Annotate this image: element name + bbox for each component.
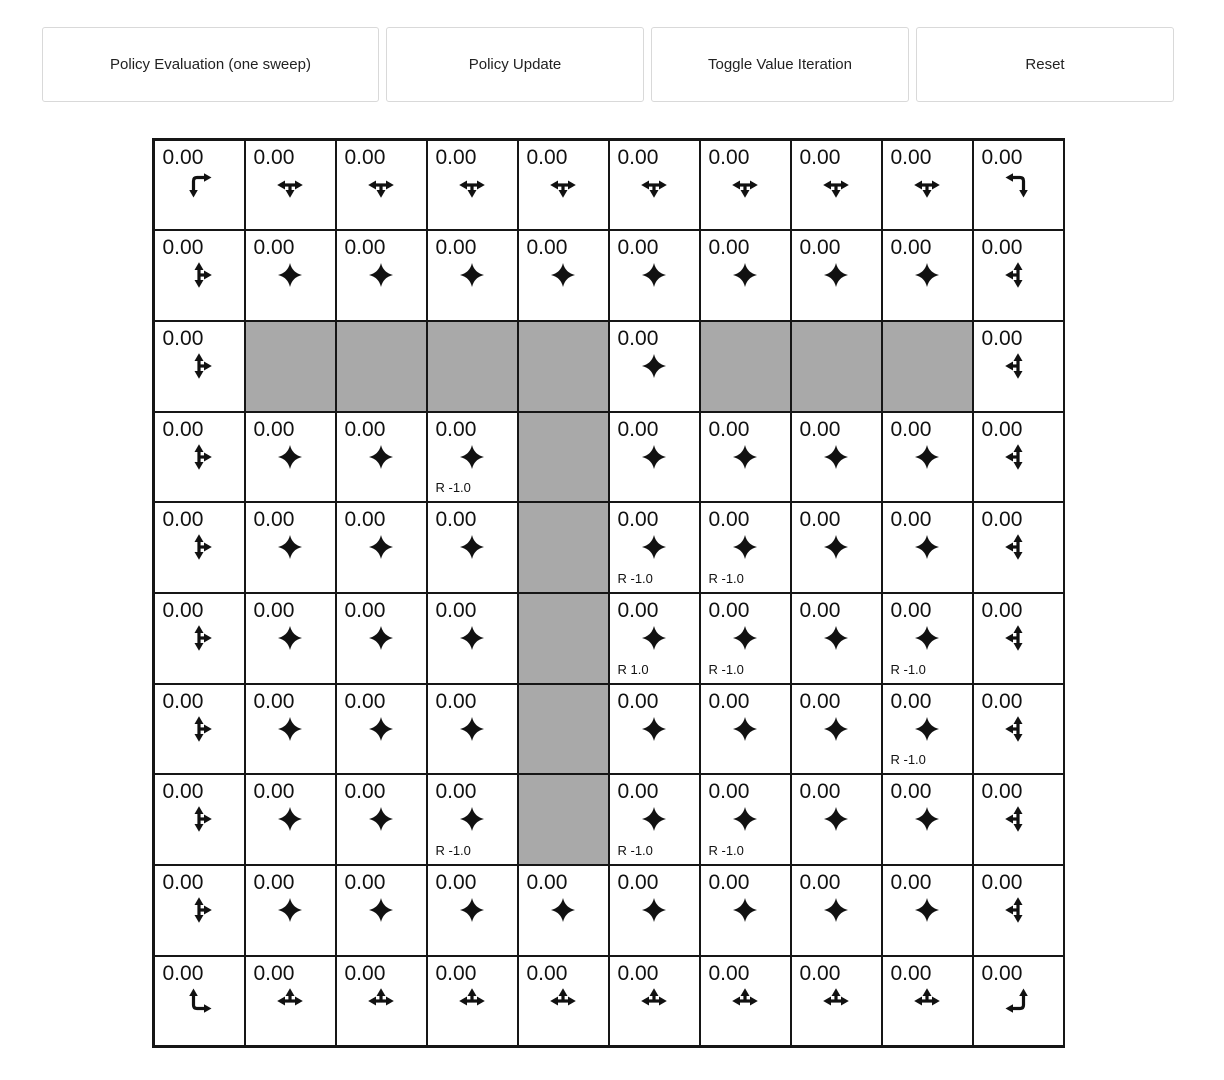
policy-arrows-icon bbox=[1003, 170, 1033, 200]
state-value: 0.00 bbox=[890, 961, 932, 985]
policy-arrows-icon bbox=[730, 532, 760, 562]
grid-cell bbox=[246, 413, 335, 502]
policy-arrows-icon bbox=[639, 442, 669, 472]
grid-cell bbox=[155, 413, 244, 502]
policy-arrows-icon bbox=[639, 895, 669, 925]
grid-cell bbox=[155, 957, 244, 1046]
state-value: 0.00 bbox=[435, 871, 477, 895]
policy-arrows-icon bbox=[184, 532, 214, 562]
grid-cell bbox=[246, 594, 335, 683]
grid-cell bbox=[701, 141, 790, 230]
gridworld-board bbox=[152, 138, 1065, 1048]
policy-arrows-icon bbox=[912, 532, 942, 562]
state-value: 0.00 bbox=[981, 780, 1023, 804]
grid-cell bbox=[428, 866, 517, 955]
policy-arrows-icon bbox=[639, 351, 669, 381]
state-value: 0.00 bbox=[708, 417, 750, 441]
state-value: 0.00 bbox=[981, 417, 1023, 441]
policy-arrows-icon bbox=[912, 442, 942, 472]
state-value: 0.00 bbox=[435, 417, 477, 441]
policy-arrows-icon bbox=[821, 714, 851, 744]
state-value: 0.00 bbox=[981, 326, 1023, 350]
policy-arrows-icon bbox=[184, 623, 214, 653]
policy-arrows-icon bbox=[366, 986, 396, 1016]
policy-arrows-icon bbox=[275, 623, 305, 653]
wall-cell bbox=[337, 322, 426, 411]
state-value: 0.00 bbox=[617, 326, 659, 350]
policy-arrows-icon bbox=[639, 260, 669, 290]
grid-cell bbox=[701, 866, 790, 955]
policy-arrows-icon bbox=[912, 170, 942, 200]
wall-cell bbox=[519, 413, 608, 502]
policy-arrows-icon bbox=[457, 442, 487, 472]
policy-arrows-icon bbox=[366, 623, 396, 653]
grid-cell bbox=[337, 775, 426, 864]
grid-cell bbox=[519, 957, 608, 1046]
reward-label: R -1.0 bbox=[435, 480, 471, 496]
wall-cell bbox=[883, 322, 972, 411]
grid-cell bbox=[974, 231, 1063, 320]
state-value: 0.00 bbox=[890, 145, 932, 169]
grid-cell bbox=[337, 594, 426, 683]
grid-cell bbox=[792, 413, 881, 502]
state-value: 0.00 bbox=[526, 236, 568, 260]
state-value: 0.00 bbox=[799, 871, 841, 895]
grid-cell bbox=[974, 594, 1063, 683]
policy-arrows-icon bbox=[639, 623, 669, 653]
state-value: 0.00 bbox=[617, 417, 659, 441]
grid-cell bbox=[337, 866, 426, 955]
wall-cell bbox=[428, 322, 517, 411]
policy-arrows-icon bbox=[548, 260, 578, 290]
policy-arrows-icon bbox=[184, 170, 214, 200]
state-value: 0.00 bbox=[799, 417, 841, 441]
grid-cell bbox=[428, 957, 517, 1046]
grid-cell bbox=[155, 775, 244, 864]
reward-label: R 1.0 bbox=[617, 661, 649, 677]
policy-arrows-icon bbox=[912, 623, 942, 653]
grid-cell bbox=[701, 594, 790, 683]
policy-arrows-icon bbox=[275, 895, 305, 925]
state-value: 0.00 bbox=[981, 871, 1023, 895]
state-value: 0.00 bbox=[890, 689, 932, 713]
grid-cell bbox=[792, 957, 881, 1046]
policy-arrows-icon bbox=[1003, 986, 1033, 1016]
grid-cell bbox=[337, 957, 426, 1046]
policy-arrows-icon bbox=[275, 804, 305, 834]
policy-arrows-icon bbox=[275, 532, 305, 562]
state-value: 0.00 bbox=[708, 145, 750, 169]
grid-cell bbox=[519, 141, 608, 230]
state-value: 0.00 bbox=[890, 598, 932, 622]
reward-label: R -1.0 bbox=[890, 752, 926, 768]
grid-cell bbox=[428, 141, 517, 230]
grid-cell bbox=[610, 957, 699, 1046]
state-value: 0.00 bbox=[890, 417, 932, 441]
state-value: 0.00 bbox=[344, 598, 386, 622]
policy-arrows-icon bbox=[912, 804, 942, 834]
policy-arrows-icon bbox=[639, 804, 669, 834]
policy-arrows-icon bbox=[275, 442, 305, 472]
reward-label: R -1.0 bbox=[890, 661, 926, 677]
policy-arrows-icon bbox=[821, 623, 851, 653]
policy-arrows-icon bbox=[1003, 351, 1033, 381]
state-value: 0.00 bbox=[526, 871, 568, 895]
state-value: 0.00 bbox=[253, 871, 295, 895]
grid-cell bbox=[246, 141, 335, 230]
grid-cell bbox=[610, 685, 699, 774]
grid-cell bbox=[610, 866, 699, 955]
grid-cell bbox=[883, 503, 972, 592]
state-value: 0.00 bbox=[162, 145, 204, 169]
grid-cell bbox=[974, 413, 1063, 502]
policy-arrows-icon bbox=[730, 170, 760, 200]
state-value: 0.00 bbox=[253, 236, 295, 260]
state-value: 0.00 bbox=[253, 145, 295, 169]
wall-cell bbox=[792, 322, 881, 411]
policy-arrows-icon bbox=[730, 804, 760, 834]
state-value: 0.00 bbox=[799, 598, 841, 622]
state-value: 0.00 bbox=[435, 689, 477, 713]
state-value: 0.00 bbox=[344, 508, 386, 532]
state-value: 0.00 bbox=[617, 236, 659, 260]
policy-arrows-icon bbox=[366, 804, 396, 834]
grid-cell bbox=[428, 594, 517, 683]
state-value: 0.00 bbox=[344, 871, 386, 895]
state-value: 0.00 bbox=[526, 145, 568, 169]
state-value: 0.00 bbox=[162, 508, 204, 532]
state-value: 0.00 bbox=[162, 689, 204, 713]
state-value: 0.00 bbox=[617, 961, 659, 985]
grid-cell bbox=[155, 231, 244, 320]
state-value: 0.00 bbox=[162, 417, 204, 441]
grid-cell bbox=[701, 413, 790, 502]
state-value: 0.00 bbox=[981, 145, 1023, 169]
state-value: 0.00 bbox=[253, 961, 295, 985]
state-value: 0.00 bbox=[617, 871, 659, 895]
state-value: 0.00 bbox=[617, 598, 659, 622]
state-value: 0.00 bbox=[617, 145, 659, 169]
policy-arrows-icon bbox=[730, 986, 760, 1016]
state-value: 0.00 bbox=[981, 598, 1023, 622]
state-value: 0.00 bbox=[799, 689, 841, 713]
policy-arrows-icon bbox=[1003, 804, 1033, 834]
policy-arrows-icon bbox=[1003, 442, 1033, 472]
state-value: 0.00 bbox=[981, 689, 1023, 713]
grid-cell bbox=[883, 413, 972, 502]
grid-cell bbox=[792, 503, 881, 592]
state-value: 0.00 bbox=[435, 598, 477, 622]
state-value: 0.00 bbox=[708, 598, 750, 622]
policy-arrows-icon bbox=[912, 714, 942, 744]
policy-arrows-icon bbox=[366, 714, 396, 744]
grid-cell bbox=[155, 322, 244, 411]
grid-cell bbox=[883, 866, 972, 955]
state-value: 0.00 bbox=[162, 598, 204, 622]
grid-cell bbox=[246, 775, 335, 864]
grid-cell bbox=[155, 141, 244, 230]
policy-arrows-icon bbox=[184, 895, 214, 925]
state-value: 0.00 bbox=[799, 236, 841, 260]
grid-cell bbox=[792, 594, 881, 683]
state-value: 0.00 bbox=[344, 780, 386, 804]
policy-arrows-icon bbox=[275, 170, 305, 200]
state-value: 0.00 bbox=[526, 961, 568, 985]
grid-cell bbox=[883, 685, 972, 774]
state-value: 0.00 bbox=[981, 508, 1023, 532]
state-value: 0.00 bbox=[344, 145, 386, 169]
policy-arrows-icon bbox=[275, 986, 305, 1016]
policy-arrows-icon bbox=[821, 804, 851, 834]
state-value: 0.00 bbox=[708, 508, 750, 532]
state-value: 0.00 bbox=[890, 508, 932, 532]
policy-arrows-icon bbox=[457, 804, 487, 834]
policy-arrows-icon bbox=[457, 260, 487, 290]
policy-arrows-icon bbox=[639, 714, 669, 744]
policy-arrows-icon bbox=[184, 714, 214, 744]
grid-cell bbox=[974, 322, 1063, 411]
state-value: 0.00 bbox=[708, 871, 750, 895]
policy-arrows-icon bbox=[639, 532, 669, 562]
grid-cell bbox=[792, 685, 881, 774]
state-value: 0.00 bbox=[890, 236, 932, 260]
policy-arrows-icon bbox=[821, 442, 851, 472]
state-value: 0.00 bbox=[162, 236, 204, 260]
state-value: 0.00 bbox=[708, 961, 750, 985]
grid-cell bbox=[337, 141, 426, 230]
grid-cell bbox=[792, 775, 881, 864]
grid-cell bbox=[519, 231, 608, 320]
policy-arrows-icon bbox=[730, 623, 760, 653]
grid-cell bbox=[246, 957, 335, 1046]
policy-arrows-icon bbox=[366, 532, 396, 562]
reward-label: R -1.0 bbox=[708, 843, 744, 859]
grid-cell bbox=[337, 231, 426, 320]
grid-cell bbox=[701, 503, 790, 592]
state-value: 0.00 bbox=[162, 326, 204, 350]
grid-cell bbox=[155, 685, 244, 774]
state-value: 0.00 bbox=[617, 508, 659, 532]
state-value: 0.00 bbox=[253, 417, 295, 441]
wall-cell bbox=[246, 322, 335, 411]
wall-cell bbox=[519, 775, 608, 864]
policy-arrows-icon bbox=[184, 804, 214, 834]
policy-arrows-icon bbox=[457, 623, 487, 653]
policy-arrows-icon bbox=[821, 260, 851, 290]
state-value: 0.00 bbox=[981, 236, 1023, 260]
state-value: 0.00 bbox=[253, 689, 295, 713]
reward-label: R -1.0 bbox=[435, 843, 471, 859]
grid-cell bbox=[883, 231, 972, 320]
policy-arrows-icon bbox=[821, 170, 851, 200]
state-value: 0.00 bbox=[435, 780, 477, 804]
grid-cell bbox=[610, 141, 699, 230]
grid-cell bbox=[337, 413, 426, 502]
grid-cell bbox=[337, 503, 426, 592]
policy-arrows-icon bbox=[639, 986, 669, 1016]
state-value: 0.00 bbox=[617, 689, 659, 713]
policy-arrows-icon bbox=[548, 170, 578, 200]
wall-cell bbox=[519, 503, 608, 592]
state-value: 0.00 bbox=[344, 961, 386, 985]
grid-cell bbox=[792, 866, 881, 955]
state-value: 0.00 bbox=[799, 145, 841, 169]
policy-evaluation-button[interactable]: Policy Evaluation (one sweep) bbox=[42, 27, 379, 102]
policy-arrows-icon bbox=[184, 986, 214, 1016]
policy-arrows-icon bbox=[912, 895, 942, 925]
policy-arrows-icon bbox=[821, 532, 851, 562]
policy-arrows-icon bbox=[184, 260, 214, 290]
grid-cell bbox=[610, 775, 699, 864]
policy-arrows-icon bbox=[457, 170, 487, 200]
policy-arrows-icon bbox=[730, 260, 760, 290]
policy-arrows-icon bbox=[457, 895, 487, 925]
policy-arrows-icon bbox=[730, 714, 760, 744]
grid-cell bbox=[883, 775, 972, 864]
grid-cell bbox=[974, 685, 1063, 774]
policy-arrows-icon bbox=[184, 442, 214, 472]
state-value: 0.00 bbox=[981, 961, 1023, 985]
policy-arrows-icon bbox=[730, 442, 760, 472]
policy-arrows-icon bbox=[184, 351, 214, 381]
grid-cell bbox=[792, 231, 881, 320]
policy-arrows-icon bbox=[457, 532, 487, 562]
state-value: 0.00 bbox=[344, 689, 386, 713]
grid-cell bbox=[428, 685, 517, 774]
grid-cell bbox=[701, 775, 790, 864]
policy-arrows-icon bbox=[1003, 532, 1033, 562]
policy-arrows-icon bbox=[1003, 623, 1033, 653]
reward-label: R -1.0 bbox=[617, 843, 653, 859]
state-value: 0.00 bbox=[253, 598, 295, 622]
policy-arrows-icon bbox=[821, 986, 851, 1016]
grid-cell bbox=[974, 775, 1063, 864]
policy-arrows-icon bbox=[366, 895, 396, 925]
wall-cell bbox=[519, 685, 608, 774]
state-value: 0.00 bbox=[890, 780, 932, 804]
state-value: 0.00 bbox=[344, 236, 386, 260]
policy-arrows-icon bbox=[1003, 260, 1033, 290]
toggle-value-iteration-button[interactable]: Toggle Value Iteration bbox=[651, 27, 909, 102]
grid-cell bbox=[974, 503, 1063, 592]
grid-cell bbox=[701, 957, 790, 1046]
state-value: 0.00 bbox=[162, 780, 204, 804]
grid-cell bbox=[428, 413, 517, 502]
policy-arrows-icon bbox=[457, 986, 487, 1016]
grid-cell bbox=[610, 231, 699, 320]
state-value: 0.00 bbox=[799, 780, 841, 804]
policy-arrows-icon bbox=[275, 260, 305, 290]
grid-cell bbox=[974, 957, 1063, 1046]
state-value: 0.00 bbox=[617, 780, 659, 804]
policy-arrows-icon bbox=[366, 442, 396, 472]
wall-cell bbox=[701, 322, 790, 411]
grid-cell bbox=[883, 141, 972, 230]
grid-cell bbox=[610, 322, 699, 411]
state-value: 0.00 bbox=[708, 780, 750, 804]
state-value: 0.00 bbox=[890, 871, 932, 895]
state-value: 0.00 bbox=[253, 508, 295, 532]
grid-cell bbox=[246, 685, 335, 774]
policy-arrows-icon bbox=[548, 895, 578, 925]
grid-cell bbox=[246, 231, 335, 320]
reward-label: R -1.0 bbox=[708, 661, 744, 677]
grid-cell bbox=[974, 866, 1063, 955]
policy-update-button[interactable]: Policy Update bbox=[386, 27, 644, 102]
grid-cell bbox=[610, 503, 699, 592]
grid-cell bbox=[246, 503, 335, 592]
state-value: 0.00 bbox=[435, 145, 477, 169]
grid-cell bbox=[792, 141, 881, 230]
grid-cell bbox=[155, 594, 244, 683]
state-value: 0.00 bbox=[799, 508, 841, 532]
policy-arrows-icon bbox=[1003, 714, 1033, 744]
policy-arrows-icon bbox=[912, 260, 942, 290]
grid-cell bbox=[519, 866, 608, 955]
policy-arrows-icon bbox=[457, 714, 487, 744]
grid-cell bbox=[155, 503, 244, 592]
wall-cell bbox=[519, 594, 608, 683]
policy-arrows-icon bbox=[1003, 895, 1033, 925]
state-value: 0.00 bbox=[799, 961, 841, 985]
grid-cell bbox=[428, 503, 517, 592]
wall-cell bbox=[519, 322, 608, 411]
policy-arrows-icon bbox=[821, 895, 851, 925]
policy-arrows-icon bbox=[730, 895, 760, 925]
state-value: 0.00 bbox=[253, 780, 295, 804]
reset-button[interactable]: Reset bbox=[916, 27, 1174, 102]
policy-arrows-icon bbox=[366, 170, 396, 200]
policy-arrows-icon bbox=[912, 986, 942, 1016]
policy-arrows-icon bbox=[548, 986, 578, 1016]
state-value: 0.00 bbox=[344, 417, 386, 441]
grid-cell bbox=[337, 685, 426, 774]
state-value: 0.00 bbox=[708, 236, 750, 260]
grid-cell bbox=[155, 866, 244, 955]
grid-cell bbox=[610, 413, 699, 502]
grid-cell bbox=[610, 594, 699, 683]
grid-cell bbox=[974, 141, 1063, 230]
grid-cell bbox=[246, 866, 335, 955]
grid-cell bbox=[701, 685, 790, 774]
grid-cell bbox=[428, 231, 517, 320]
policy-arrows-icon bbox=[275, 714, 305, 744]
state-value: 0.00 bbox=[435, 236, 477, 260]
policy-arrows-icon bbox=[366, 260, 396, 290]
state-value: 0.00 bbox=[708, 689, 750, 713]
grid-cell bbox=[883, 957, 972, 1046]
state-value: 0.00 bbox=[435, 961, 477, 985]
toolbar bbox=[42, 27, 1174, 102]
state-value: 0.00 bbox=[162, 871, 204, 895]
state-value: 0.00 bbox=[435, 508, 477, 532]
policy-arrows-icon bbox=[639, 170, 669, 200]
reward-label: R -1.0 bbox=[708, 570, 744, 586]
state-value: 0.00 bbox=[162, 961, 204, 985]
grid-cell bbox=[428, 775, 517, 864]
grid-cell bbox=[883, 594, 972, 683]
grid-cell bbox=[701, 231, 790, 320]
reward-label: R -1.0 bbox=[617, 570, 653, 586]
